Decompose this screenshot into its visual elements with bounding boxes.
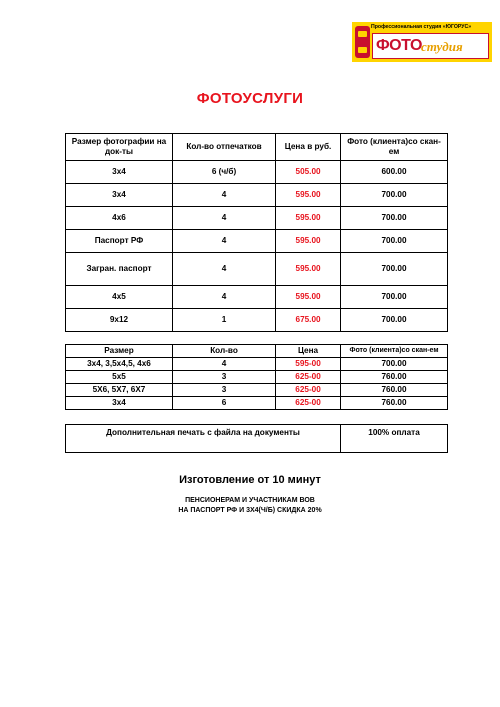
film-roll-icon (355, 26, 370, 58)
studio-logo (352, 22, 492, 62)
header-scan: Фото (клиента)со скан-ем (341, 134, 448, 161)
cell-scan: 600.00 (341, 161, 448, 184)
cell-price: 505.00 (276, 161, 341, 184)
header-scan: Фото (клиента)со скан-ем (341, 345, 448, 358)
cell-scan: 700.00 (341, 184, 448, 207)
header-size: Размер фотографии на док-ты (66, 134, 173, 161)
cell-size: 3x4 (66, 184, 173, 207)
cell-count: 4 (172, 358, 275, 371)
extra-print-table (65, 424, 448, 453)
table-row (66, 425, 448, 453)
cell-price: 595.00 (276, 286, 341, 309)
header-price: Цена (276, 345, 341, 358)
table-row (66, 207, 448, 230)
logo-brand-box (372, 33, 489, 59)
table-header-row (66, 345, 448, 358)
table-row (66, 230, 448, 253)
header-size: Размер (66, 345, 173, 358)
table-row (66, 309, 448, 332)
discount-line-2: НА ПАСПОРТ РФ И 3X4(Ч/Б) СКИДКА 20% (178, 507, 322, 515)
discount-line-1: ПЕНСИОНЕРАМ И УЧАСТНИКАМ ВОВ (185, 497, 315, 504)
cell-price: 595.00 (276, 207, 341, 230)
table-row (66, 161, 448, 184)
table-row (66, 384, 448, 397)
logo-tagline: Профессиональная студия «ЮГОРУС» (371, 24, 472, 30)
table-row (66, 371, 448, 384)
cell-scan: 760.00 (341, 397, 448, 410)
cell-scan: 760.00 (341, 384, 448, 397)
header-count: Кол-во (172, 345, 275, 358)
extra-print-value: 100% оплата (341, 425, 448, 453)
cell-size: 9x12 (66, 309, 173, 332)
cell-price: 625-00 (276, 384, 341, 397)
cell-scan: 700.00 (341, 207, 448, 230)
cell-size: 4x5 (66, 286, 173, 309)
cell-scan: 700.00 (341, 286, 448, 309)
cell-count: 4 (172, 184, 275, 207)
cell-size: 3x4 (66, 397, 173, 410)
cell-price: 595-00 (276, 358, 341, 371)
cell-count: 3 (172, 384, 275, 397)
table-row (66, 358, 448, 371)
cell-price: 595.00 (276, 253, 341, 286)
table-row (66, 286, 448, 309)
table-row (66, 397, 448, 410)
discount-note (0, 496, 500, 516)
cell-count: 4 (172, 253, 275, 286)
cell-price: 595.00 (276, 184, 341, 207)
cell-scan: 760.00 (341, 371, 448, 384)
cell-size: Загран. паспорт (66, 253, 173, 286)
logo-studio-text: студия (421, 39, 463, 54)
cell-count: 4 (172, 207, 275, 230)
header-count: Кол-во отпечатков (172, 134, 275, 161)
cell-size: 5x5 (66, 371, 173, 384)
cell-count: 3 (172, 371, 275, 384)
table-header-row (66, 134, 448, 161)
cell-size: Паспорт РФ (66, 230, 173, 253)
table-row (66, 184, 448, 207)
production-time: Изготовление от 10 минут (179, 474, 321, 486)
extra-print-label: Дополнительная печать с файла на документы (66, 425, 341, 453)
other-size-price-table (65, 344, 448, 410)
cell-scan: 700.00 (341, 358, 448, 371)
page-title: ФОТОУСЛУГИ (196, 90, 304, 107)
logo-foto-text: ФОТО (376, 37, 422, 54)
header-price: Цена в руб. (276, 134, 341, 161)
cell-count: 6 (172, 397, 275, 410)
cell-count: 6 (ч/б) (172, 161, 275, 184)
cell-size: 3x4 (66, 161, 173, 184)
cell-price: 625-00 (276, 397, 341, 410)
cell-count: 1 (172, 309, 275, 332)
cell-count: 4 (172, 230, 275, 253)
cell-count: 4 (172, 286, 275, 309)
cell-scan: 700.00 (341, 309, 448, 332)
table-row (66, 253, 448, 286)
document-photo-price-table (65, 133, 448, 332)
cell-size: 4x6 (66, 207, 173, 230)
cell-price: 625-00 (276, 371, 341, 384)
cell-scan: 700.00 (341, 253, 448, 286)
cell-scan: 700.00 (341, 230, 448, 253)
cell-price: 595.00 (276, 230, 341, 253)
cell-size: 5X6, 5X7, 6X7 (66, 384, 173, 397)
cell-price: 675.00 (276, 309, 341, 332)
cell-size: 3x4, 3,5x4,5, 4x6 (66, 358, 173, 371)
